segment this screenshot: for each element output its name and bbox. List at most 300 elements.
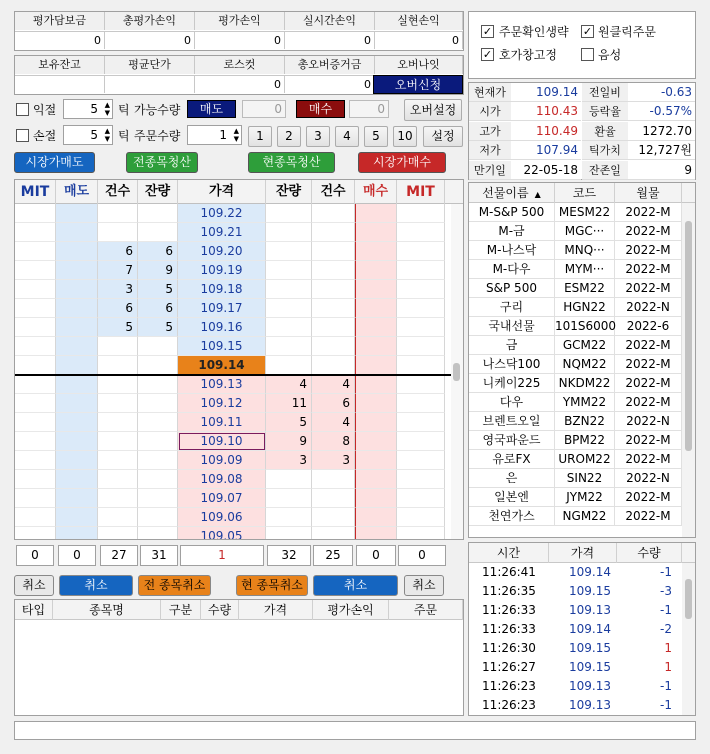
tick-qty: -2	[660, 622, 672, 636]
futures-cell: 2022-M	[615, 279, 682, 298]
profit-take-checkbox[interactable]	[16, 103, 29, 116]
buy-qty-cell	[266, 470, 312, 489]
quote-label: 시가	[469, 102, 511, 121]
quote-value: 110.43	[511, 102, 581, 121]
buy-order-cell[interactable]	[355, 451, 397, 470]
qty-preset-button-1[interactable]: 1	[248, 126, 272, 147]
sell-count-cell: 6	[98, 242, 138, 261]
mit-buy-cell[interactable]	[397, 242, 445, 261]
mit-buy-cell[interactable]	[397, 470, 445, 489]
account-header: 실현손익	[375, 12, 463, 30]
ladder-header: MIT	[15, 180, 56, 204]
mit-buy-cell[interactable]	[397, 527, 445, 540]
cancel-mit-sell-button[interactable]: 취소	[14, 575, 54, 596]
mit-sell-cell[interactable]	[15, 242, 56, 261]
tick-price: 109.14	[569, 622, 611, 636]
sell-qty-cell	[138, 375, 178, 394]
tick-price: 109.15	[569, 584, 611, 598]
ladder-scroll-thumb[interactable]	[453, 363, 460, 381]
ladder-total-cell: 0	[356, 545, 396, 566]
price-cell[interactable]: 109.13	[178, 375, 266, 394]
sell-badge: 매도	[187, 100, 236, 118]
mit-buy-cell[interactable]	[397, 451, 445, 470]
mit-buy-cell[interactable]	[397, 508, 445, 527]
mit-buy-cell[interactable]	[397, 204, 445, 223]
sell-qty-cell	[138, 527, 178, 540]
futures-cell: 2022-M	[615, 450, 682, 469]
price-cell[interactable]: 109.20	[178, 242, 266, 261]
buy-count-cell	[312, 204, 355, 223]
quote-value-2: 9	[628, 161, 695, 180]
price-cell[interactable]: 109.15	[178, 337, 266, 356]
quote-label-2: 전일비	[582, 83, 628, 102]
account-header: 실시간손익	[285, 12, 375, 30]
mit-buy-cell[interactable]	[397, 356, 445, 375]
sell-order-cell[interactable]	[56, 337, 98, 356]
buy-count-cell	[312, 470, 355, 489]
overnight-request-button[interactable]: 오버신청	[373, 75, 463, 94]
mit-buy-cell[interactable]	[397, 489, 445, 508]
ladder-row	[15, 356, 463, 375]
ladder-row	[15, 470, 463, 489]
sell-qty-cell: 6	[138, 242, 178, 261]
tick-row	[469, 677, 682, 696]
price-cell[interactable]: 109.06	[178, 508, 266, 527]
profit-ticks-spinner[interactable]: 5 ▲ ▼	[63, 99, 113, 119]
buy-order-cell[interactable]	[355, 223, 397, 242]
tick-time: 11:26:23	[482, 698, 536, 712]
buy-count-cell	[312, 242, 355, 261]
cancel-mit-buy-button[interactable]: 취소	[404, 575, 444, 596]
futures-row[interactable]	[469, 203, 682, 222]
price-cell[interactable]: 109.08	[178, 470, 266, 489]
futures-cell: ESM22	[555, 279, 615, 298]
mit-sell-cell[interactable]	[15, 204, 56, 223]
sell-order-cell[interactable]	[56, 394, 98, 413]
mit-buy-cell[interactable]	[397, 375, 445, 394]
futures-cell: 2022-M	[615, 203, 682, 222]
tick-qty: -1	[660, 679, 672, 693]
buy-order-cell[interactable]	[355, 299, 397, 318]
mit-sell-cell[interactable]	[15, 489, 56, 508]
mit-sell-cell[interactable]	[15, 527, 56, 540]
ladder-row	[15, 375, 463, 394]
tick-qty: -1	[660, 698, 672, 712]
futures-row[interactable]	[469, 431, 682, 450]
buy-count-cell	[312, 318, 355, 337]
tick-row	[469, 658, 682, 677]
buy-order-cell[interactable]	[355, 489, 397, 508]
futures-cell: 2022-M	[615, 393, 682, 412]
sell-order-cell[interactable]	[56, 375, 98, 394]
futures-cell: 천연가스	[469, 507, 555, 526]
position-value: 0	[285, 75, 375, 93]
sell-order-cell[interactable]	[56, 318, 98, 337]
buy-order-cell[interactable]	[355, 413, 397, 432]
ladder-row	[15, 242, 463, 261]
qty-preset-button-10[interactable]: 10	[393, 126, 417, 147]
futures-row[interactable]	[469, 355, 682, 374]
mit-sell-cell[interactable]	[15, 261, 56, 280]
buy-qty-cell	[266, 204, 312, 223]
sell-order-cell[interactable]	[56, 451, 98, 470]
sell-count-cell: 7	[98, 261, 138, 280]
order-qty-label: 주문수량	[134, 129, 181, 143]
sell-qty-cell	[138, 451, 178, 470]
sell-count-cell: 5	[98, 318, 138, 337]
sell-qty-cell	[138, 413, 178, 432]
sell-count-cell	[98, 337, 138, 356]
position-header: 총오버증거금	[285, 56, 375, 74]
futures-cell: HGN22	[555, 298, 615, 317]
stop-loss-checkbox[interactable]	[16, 129, 29, 142]
ladder-header: 잔량	[138, 180, 178, 204]
futures-cell: UROM22	[555, 450, 615, 469]
sell-order-cell[interactable]	[56, 489, 98, 508]
cancel-buy-button[interactable]: 취소	[313, 575, 398, 596]
futures-cell: 나스닥100	[469, 355, 555, 374]
ladder-total-cell: 27	[100, 545, 138, 566]
futures-cell: S&P 500	[469, 279, 555, 298]
position-value	[105, 75, 195, 93]
futures-cell: M-다우	[469, 260, 555, 279]
sell-order-cell[interactable]	[56, 356, 98, 375]
sell-qty-cell	[138, 432, 178, 451]
mit-sell-cell[interactable]	[15, 223, 56, 242]
sell-order-cell[interactable]	[56, 527, 98, 540]
futures-cell: 2022-M	[615, 488, 682, 507]
buy-order-cell[interactable]	[355, 394, 397, 413]
mit-sell-cell[interactable]	[15, 356, 56, 375]
buy-order-cell[interactable]	[355, 318, 397, 337]
ladder-header: 잔량	[266, 180, 312, 204]
buy-order-cell[interactable]	[355, 375, 397, 394]
fixed-quote-checkbox[interactable]: ✓	[482, 48, 493, 61]
futures-row[interactable]	[469, 374, 682, 393]
buy-qty-cell	[266, 527, 312, 540]
futures-row[interactable]	[469, 488, 682, 507]
confirm-omit-checkbox[interactable]: ✓	[482, 25, 493, 38]
futures-scroll-thumb[interactable]	[685, 221, 692, 451]
futures-row[interactable]	[469, 298, 682, 317]
futures-header[interactable]: 월물	[615, 183, 682, 203]
buy-count-cell	[312, 223, 355, 242]
buy-count-cell	[312, 299, 355, 318]
position-header: 오버나잇	[375, 56, 463, 74]
sell-count-cell	[98, 375, 138, 394]
tick-time: 11:26:30	[482, 641, 536, 655]
sell-order-cell[interactable]	[56, 413, 98, 432]
account-header: 평가손익	[195, 12, 285, 30]
tick-row	[469, 620, 682, 639]
buy-badge: 매수	[296, 100, 345, 118]
buy-qty-cell	[266, 242, 312, 261]
price-cell[interactable]: 109.21	[178, 223, 266, 242]
status-bar	[14, 721, 696, 740]
tick-row	[469, 601, 682, 620]
mit-sell-cell[interactable]	[15, 299, 56, 318]
mit-buy-cell[interactable]	[397, 223, 445, 242]
futures-row[interactable]	[469, 336, 682, 355]
ladder-header: 건수	[98, 180, 138, 204]
sell-count-cell: 3	[98, 280, 138, 299]
futures-cell: SIN22	[555, 469, 615, 488]
sell-qty-cell	[138, 223, 178, 242]
mit-buy-cell[interactable]	[397, 318, 445, 337]
ticks-header: 시간	[469, 543, 549, 563]
buy-qty-cell	[266, 299, 312, 318]
futures-cell: M-S&P 500	[469, 203, 555, 222]
settings-button[interactable]: 설정	[423, 126, 463, 147]
price-cell[interactable]: 109.11	[178, 413, 266, 432]
buy-qty-cell	[266, 337, 312, 356]
mit-buy-cell[interactable]	[397, 432, 445, 451]
sell-order-cell[interactable]	[56, 470, 98, 489]
mit-sell-cell[interactable]	[15, 470, 56, 489]
ticks-scroll-thumb[interactable]	[685, 579, 692, 619]
futures-row[interactable]	[469, 222, 682, 241]
sell-count-cell	[98, 451, 138, 470]
mit-buy-cell[interactable]	[397, 413, 445, 432]
account-value: 0	[285, 31, 375, 49]
futures-cell: MNQ···	[555, 241, 615, 260]
order-qty-spinner[interactable]: 1 ▲ ▼	[187, 125, 242, 145]
buy-qty-cell	[266, 318, 312, 337]
market-buy-button[interactable]: 시장가매수	[358, 152, 446, 173]
futures-cell: 국내선물	[469, 317, 555, 336]
price-cell[interactable]: 109.07	[178, 489, 266, 508]
futures-cell: 유로FX	[469, 450, 555, 469]
futures-row[interactable]	[469, 279, 682, 298]
positions-header: 평가손익	[313, 600, 389, 620]
futures-cell: NKDM22	[555, 374, 615, 393]
loss-ticks-spinner[interactable]: 5 ▲ ▼	[63, 125, 113, 145]
price-cell[interactable]: 109.19	[178, 261, 266, 280]
buy-order-cell[interactable]	[355, 527, 397, 540]
mit-sell-cell[interactable]	[15, 394, 56, 413]
buy-order-cell[interactable]	[355, 432, 397, 451]
buy-qty-cell	[266, 223, 312, 242]
quote-label-2: 틱가치	[582, 141, 628, 160]
account-value: 0	[375, 31, 463, 49]
price-cell[interactable]: 109.12	[178, 394, 266, 413]
tick-qty: -3	[660, 584, 672, 598]
tick-label-1: 틱	[118, 103, 130, 117]
ladder-header: MIT	[397, 180, 445, 204]
quote-value-2: 12,727원	[628, 141, 695, 160]
tick-price: 109.14	[569, 565, 611, 579]
mit-sell-cell[interactable]	[15, 451, 56, 470]
buy-qty-cell	[266, 280, 312, 299]
price-cell[interactable]: 109.14	[178, 356, 266, 375]
buy-order-cell[interactable]	[355, 508, 397, 527]
buy-qty-cell	[266, 261, 312, 280]
mit-buy-cell[interactable]	[397, 337, 445, 356]
sell-qty-cell	[138, 489, 178, 508]
cancel-sell-button[interactable]: 취소	[59, 575, 133, 596]
price-cell[interactable]: 109.18	[178, 280, 266, 299]
ladder-total-cell: 1	[180, 545, 264, 566]
futures-header[interactable]: 선물이름 ▲	[469, 183, 555, 203]
buy-order-cell[interactable]	[355, 280, 397, 299]
tick-time: 11:26:23	[482, 679, 536, 693]
quote-value: 22-05-18	[511, 161, 581, 180]
sell-order-cell[interactable]	[56, 242, 98, 261]
buy-order-cell[interactable]	[355, 242, 397, 261]
buy-count-cell: 4	[312, 413, 355, 432]
futures-cell: MESM22	[555, 203, 615, 222]
futures-cell: 2022-M	[615, 241, 682, 260]
futures-row[interactable]	[469, 393, 682, 412]
futures-row[interactable]	[469, 450, 682, 469]
positions-header: 가격	[239, 600, 313, 620]
buy-order-cell[interactable]	[355, 261, 397, 280]
quote-label: 저가	[469, 141, 511, 160]
available-qty-label: 가능수량	[134, 103, 181, 117]
quote-value-2: 1272.70	[628, 122, 695, 141]
ladder-row	[15, 223, 463, 242]
futures-row[interactable]	[469, 412, 682, 431]
sell-qty-cell	[138, 394, 178, 413]
buy-qty-cell: 9	[266, 432, 312, 451]
account-header: 총평가손익	[105, 12, 195, 30]
sell-qty-cell	[138, 356, 178, 375]
buy-count-cell	[312, 527, 355, 540]
position-summary-panel	[14, 55, 464, 95]
cancel-all-button[interactable]: 전 종목취소	[138, 575, 211, 596]
mit-sell-cell[interactable]	[15, 280, 56, 299]
market-sell-button[interactable]: 시장가매도	[14, 152, 95, 173]
futures-row[interactable]	[469, 469, 682, 488]
sell-qty-field: 0	[242, 100, 286, 118]
quote-value: 109.14	[511, 83, 581, 102]
futures-row[interactable]	[469, 260, 682, 279]
futures-cell: JYM22	[555, 488, 615, 507]
buy-order-cell[interactable]	[355, 470, 397, 489]
sell-qty-cell	[138, 470, 178, 489]
sell-count-cell	[98, 508, 138, 527]
mit-buy-cell[interactable]	[397, 280, 445, 299]
price-cell[interactable]: 109.05	[178, 527, 266, 540]
mit-buy-cell[interactable]	[397, 261, 445, 280]
mit-sell-cell[interactable]	[15, 432, 56, 451]
qty-preset-button-3[interactable]: 3	[306, 126, 330, 147]
qty-preset-button-4[interactable]: 4	[335, 126, 359, 147]
ladder-total-cell: 31	[140, 545, 178, 566]
close-current-button[interactable]: 현종목청산	[248, 152, 335, 173]
mit-sell-cell[interactable]	[15, 375, 56, 394]
price-cell[interactable]: 109.22	[178, 204, 266, 223]
futures-cell: M-금	[469, 222, 555, 241]
price-cell[interactable]: 109.09	[178, 451, 266, 470]
sell-count-cell	[98, 413, 138, 432]
one-click-checkbox[interactable]: ✓	[582, 25, 593, 38]
close-all-button[interactable]: 전종목청산	[126, 152, 198, 173]
futures-cell: M-나스닥	[469, 241, 555, 260]
qty-preset-button-2[interactable]: 2	[277, 126, 301, 147]
buy-qty-field: 0	[349, 100, 389, 118]
futures-cell: 은	[469, 469, 555, 488]
over-settings-button[interactable]: 오버설정	[404, 99, 462, 121]
positions-header: 주문	[389, 600, 463, 620]
sell-order-cell[interactable]	[56, 204, 98, 223]
sell-count-cell	[98, 204, 138, 223]
price-cell[interactable]: 109.10	[178, 432, 266, 451]
sell-count-cell	[98, 356, 138, 375]
mit-sell-cell[interactable]	[15, 508, 56, 527]
sell-qty-cell: 5	[138, 318, 178, 337]
sell-order-cell[interactable]	[56, 432, 98, 451]
position-header: 보유잔고	[15, 56, 105, 74]
fixed-quote-label: 호가창고정	[499, 48, 557, 62]
mit-buy-cell[interactable]	[397, 299, 445, 318]
quote-value: 107.94	[511, 141, 581, 160]
tick-price: 109.13	[569, 603, 611, 617]
futures-row[interactable]	[469, 241, 682, 260]
mit-sell-cell[interactable]	[15, 318, 56, 337]
quote-label: 만기일	[469, 161, 511, 180]
ladder-row	[15, 280, 463, 299]
buy-count-cell	[312, 261, 355, 280]
futures-cell: 101S6000	[555, 317, 615, 336]
sell-order-cell[interactable]	[56, 299, 98, 318]
sound-checkbox[interactable]	[581, 48, 594, 61]
position-value: 0	[195, 75, 285, 93]
quote-label-2: 잔존일	[582, 161, 628, 180]
buy-order-cell[interactable]	[355, 337, 397, 356]
futures-cell: 금	[469, 336, 555, 355]
sell-count-cell	[98, 470, 138, 489]
ladder-row	[15, 337, 463, 356]
cancel-current-button[interactable]: 현 종목취소	[236, 575, 308, 596]
buy-order-cell[interactable]	[355, 204, 397, 223]
sell-order-cell[interactable]	[56, 280, 98, 299]
mit-sell-cell[interactable]	[15, 337, 56, 356]
futures-row[interactable]	[469, 507, 682, 526]
tick-qty: 1	[664, 660, 672, 674]
mit-sell-cell[interactable]	[15, 413, 56, 432]
buy-count-cell	[312, 280, 355, 299]
quote-value-2: -0.63	[628, 83, 695, 102]
tick-time: 11:26:33	[482, 603, 536, 617]
quote-value: 110.49	[511, 122, 581, 141]
buy-order-cell[interactable]	[355, 356, 397, 375]
buy-qty-cell: 11	[266, 394, 312, 413]
qty-preset-button-5[interactable]: 5	[364, 126, 388, 147]
ladder-header: 가격	[178, 180, 266, 204]
price-cell[interactable]: 109.16	[178, 318, 266, 337]
ladder-row	[15, 527, 463, 540]
sell-order-cell[interactable]	[56, 261, 98, 280]
futures-cell: 2022-M	[615, 222, 682, 241]
mit-buy-cell[interactable]	[397, 394, 445, 413]
sell-order-cell[interactable]	[56, 508, 98, 527]
futures-cell: NQM22	[555, 355, 615, 374]
futures-cell: BPM22	[555, 431, 615, 450]
futures-row[interactable]	[469, 317, 682, 336]
account-value: 0	[15, 31, 105, 49]
ladder-header: 매수	[355, 180, 397, 204]
futures-cell: 2022-M	[615, 336, 682, 355]
sell-qty-cell: 6	[138, 299, 178, 318]
sell-order-cell[interactable]	[56, 223, 98, 242]
price-cell[interactable]: 109.17	[178, 299, 266, 318]
futures-header[interactable]: 코드	[555, 183, 615, 203]
futures-cell: MYM···	[555, 260, 615, 279]
futures-cell: BZN22	[555, 412, 615, 431]
futures-cell: NGM22	[555, 507, 615, 526]
sell-qty-cell	[138, 508, 178, 527]
